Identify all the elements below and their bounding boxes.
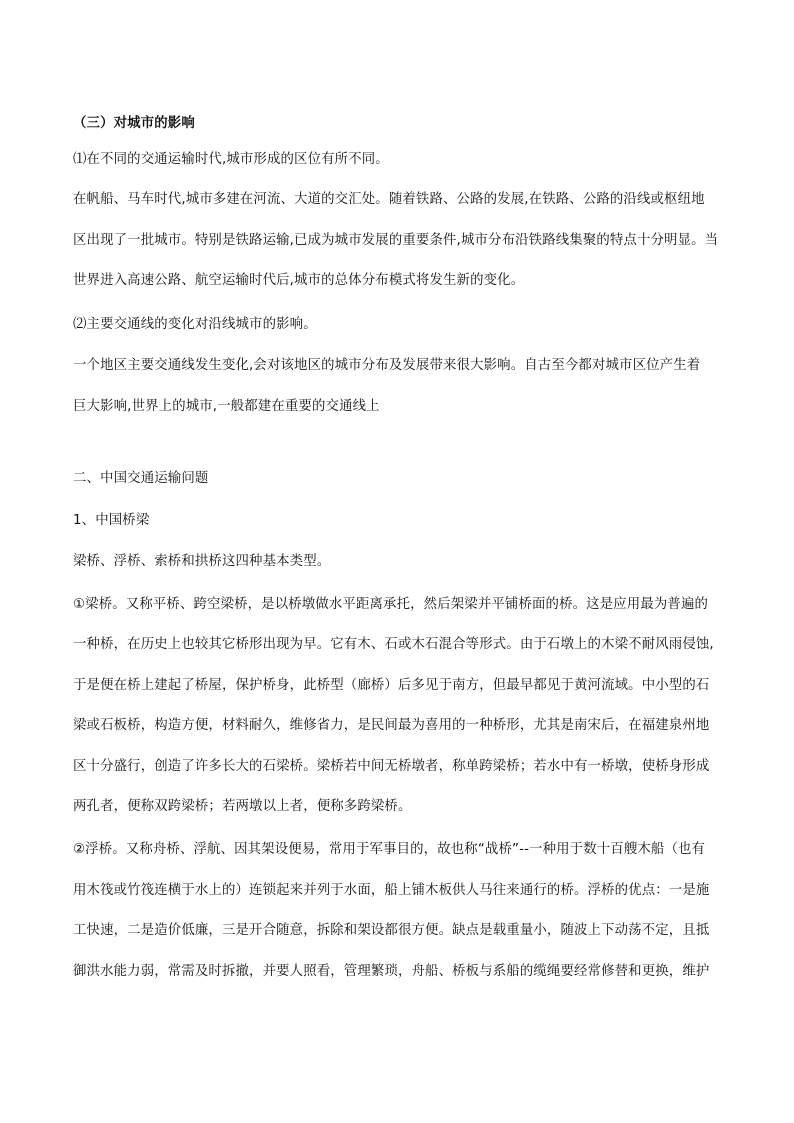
- section-heading-china-transport: 二、中国交通运输问题: [73, 471, 209, 486]
- paragraph-line: 巨大影响,世界上的城市,一般都建在重要的交通线上: [73, 399, 380, 414]
- subheading-china-bridges: 1、中国桥梁: [73, 513, 150, 528]
- paragraph-line: 一个地区主要交通线发生变化,会对该地区的城市分布及发展带来很大影响。自古至今都对城市区位产生着: [73, 358, 701, 373]
- paragraph-title-main-routes: ⑵主要交通线的变化对沿线城市的影响。: [73, 317, 317, 332]
- paragraph-title-era-location: ⑴在不同的交通运输时代,城市形成的区位有所不同。: [73, 152, 389, 167]
- paragraph-line-beam-bridge: 一种桥，在历史上也较其它桥形出现为早。它有木、石或木石混合等形式。由于石墩上的木梁不耐风雨侵蚀,: [73, 637, 714, 652]
- paragraph-line-beam-bridge: 于是便在桥上建起了桥屋，保护桥身，此桥型（廊桥）后多见于南方，但最早都见于黄河流域。中小型的石: [73, 678, 710, 693]
- paragraph-line-floating-bridge: 御洪水能力弱，常需及时拆撤，并要人照看，管理繁琐，舟船、桥板与系船的缆绳要经常修替和更换，维护: [73, 964, 710, 979]
- section-heading-city-impact: （三）对城市的影响: [73, 116, 195, 131]
- paragraph-line-floating-bridge: 用木筏或竹筏连横于水上的）连锁起来并列于水面，船上铺木板供人马往来通行的桥。浮桥的优点：一是施: [73, 883, 710, 898]
- paragraph-line-floating-bridge: 工快速，二是造价低廉，三是开合随意，拆除和架设都很方便。缺点是载重量小，随波上下动荡不定，且抵: [73, 923, 710, 938]
- paragraph-line-beam-bridge: 区十分盛行，创造了许多长大的石梁桥。梁桥若中间无桥墩者，称单跨梁桥；若水中有一桥墩，使桥身形成: [73, 759, 710, 774]
- paragraph-intro-bridge-types: 梁桥、浮桥、索桥和拱桥这四种基本类型。: [73, 554, 331, 569]
- paragraph-line-beam-bridge: ①梁桥。又称平桥、跨空梁桥，是以桥墩做水平距离承托，然后架梁并平铺桥面的桥。这是应用最为普遍的: [73, 597, 709, 612]
- paragraph-line-floating-bridge: ②浮桥。又称舟桥、浮航、因其架设便易，常用于军事目的，故也称“战桥”--一种用于数十百艘木船（也有: [73, 842, 706, 857]
- paragraph-line-beam-bridge: 两孔者，便称双跨梁桥；若两墩以上者，便称多跨梁桥。: [73, 799, 412, 814]
- paragraph-line: 在帆船、马车时代,城市多建在河流、大道的交汇处。随着铁路、公路的发展,在铁路、公路的沿线或枢纽地: [73, 192, 705, 207]
- paragraph-line: 世界进入高速公路、航空运输时代后,城市的总体分布模式将发生新的变化。: [73, 273, 525, 288]
- paragraph-line-beam-bridge: 梁或石板桥，构造方便，材料耐久，维修省力，是民间最为喜用的一种桥形，尤其是南宋后，在福建泉州地: [73, 718, 710, 733]
- paragraph-line: 区出现了一批城市。特别是铁路运输,已成为城市发展的重要条件,城市分布沿铁路线集聚的特点十分明显。当: [73, 233, 719, 248]
